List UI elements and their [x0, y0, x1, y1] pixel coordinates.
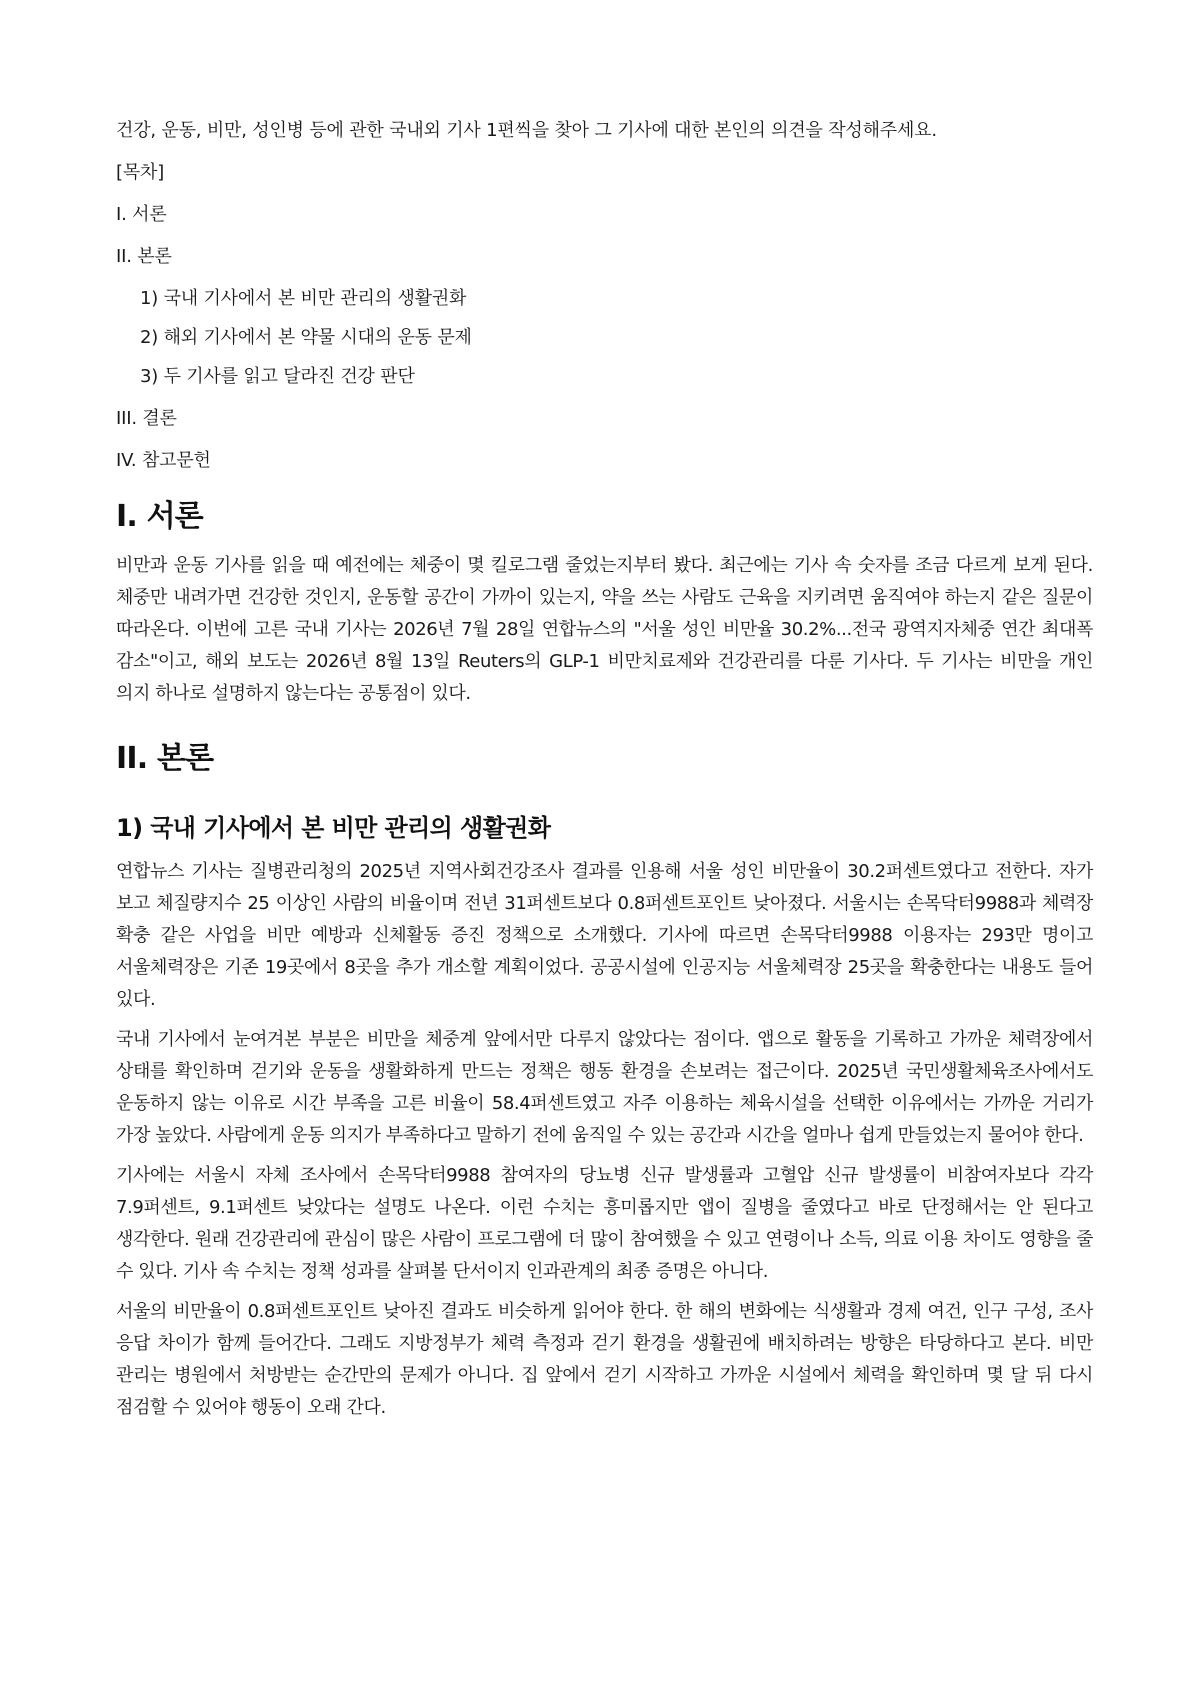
toc-item: I. 서론: [116, 204, 167, 225]
document-page: [116, 118, 1093, 1432]
section-heading-introduction: I. 서론: [116, 499, 203, 534]
body-paragraph: 국내 기사에서 눈여겨본 부분은 비만을 체중계 앞에서만 다루지 않았다는 점이다. 앱으로 활동을 기록하고 가까운 체력장에서 상태를 확인하며 걷기와 운동을 생활화하게 만드는 정책은 행동 환경을 손보려는 접근이다. 2025년 국민생활체육조사에서도 운동하지 않는 이유로 시간 부족을 고른 비율이 58.4퍼센트였고 자주 이용하는 체육시설을 선택한 이유에서는 가까운 거리가 가장 높았다. 사람에게 운동 의지가 부족하다고 말하기 전에 움직일 수 있는 공간과 시간을 얼마나 쉽게 만들었는지 물어야 한다.: [116, 1029, 1093, 1146]
toc-subitem: 1) 국내 기사에서 본 비만 관리의 생활권화: [140, 288, 467, 309]
subsection-heading: 1) 국내 기사에서 본 비만 관리의 생활권화: [116, 814, 551, 842]
toc-item: II. 본론: [116, 246, 172, 267]
toc-item: III. 결론: [116, 408, 177, 429]
toc-title: [목차]: [116, 162, 165, 183]
body-paragraph: 연합뉴스 기사는 질병관리청의 2025년 지역사회건강조사 결과를 인용해 서울 성인 비만율이 30.2퍼센트였다고 전한다. 자가 보고 체질량지수 25 이상인 사람의 비율이며 전년 31퍼센트보다 0.8퍼센트포인트 낮아졌다. 서울시는 손목닥터9988과 체력장 확충 같은 사업을 비만 예방과 신체활동 증진 정책으로 소개했다. 기사에 따르면 손목닥터9988 이용자는 293만 명이고 서울체력장은 기존 19곳에서 8곳을 추가 개소할 계획이었다. 공공시설에 인공지능 서울체력장 25곳을 확충한다는 내용도 들어 있다.: [116, 861, 1093, 1010]
body-paragraph: 기사에는 서울시 자체 조사에서 손목닥터9988 참여자의 당뇨병 신규 발생률과 고혈압 신규 발생률이 비참여자보다 각각 7.9퍼센트, 9.1퍼센트 낮았다는 설명도 나온다. 이런 수치는 흥미롭지만 앱이 질병을 줄였다고 바로 단정해서는 안 된다고 생각한다. 원래 건강관리에 관심이 많은 사람이 프로그램에 더 많이 참여했을 수 있고 연령이나 소득, 의료 이용 차이도 영향을 줄 수 있다. 기사 속 수치는 정책 성과를 살펴볼 단서이지 인과관계의 최종 증명은 아니다.: [116, 1165, 1093, 1282]
toc-item: IV. 참고문헌: [116, 450, 211, 471]
toc-subitem: 3) 두 기사를 읽고 달라진 건강 판단: [140, 366, 415, 387]
body-paragraph: 서울의 비만율이 0.8퍼센트포인트 낮아진 결과도 비슷하게 읽어야 한다. 한 해의 변화에는 식생활과 경제 여건, 인구 구성, 조사 응답 차이가 함께 들어간다. 그래도 지방정부가 체력 측정과 걷기 환경을 생활권에 배치하려는 방향은 타당하다고 본다. 비만 관리는 병원에서 처방받는 순간만의 문제가 아니다. 집 앞에서 걷기 시작하고 가까운 시설에서 체력을 확인하며 몇 달 뒤 다시 점검할 수 있어야 행동이 오래 간다.: [116, 1301, 1093, 1418]
introduction-paragraph: 비만과 운동 기사를 읽을 때 예전에는 체중이 몇 킬로그램 줄었는지부터 봤다. 최근에는 기사 속 숫자를 조금 다르게 보게 된다. 체중만 내려가면 건강한 것인지, 운동할 공간이 가까이 있는지, 약을 쓰는 사람도 근육을 지키려면 움직여야 하는지 같은 질문이 따라온다. 이번에 고른 국내 기사는 2026년 7월 28일 연합뉴스의 "서울 성인 비만율 30.2%...전국 광역지자체중 연간 최대폭 감소"이고, 해외 보도는 2026년 8월 13일 Reuters의 GLP-1 비만치료제와 건강관리를 다룬 기사다. 두 기사는 비만을 개인 의지 하나로 설명하지 않는다는 공통점이 있다.: [116, 555, 1093, 704]
toc-subitem: 2) 해외 기사에서 본 약물 시대의 운동 문제: [140, 327, 472, 348]
assignment-prompt: 건강, 운동, 비만, 성인병 등에 관한 국내외 기사 1편씩을 찾아 그 기사에 대한 본인의 의견을 작성해주세요.: [116, 120, 937, 141]
table-of-contents: [116, 160, 1093, 474]
section-heading-body: II. 본론: [116, 741, 214, 776]
